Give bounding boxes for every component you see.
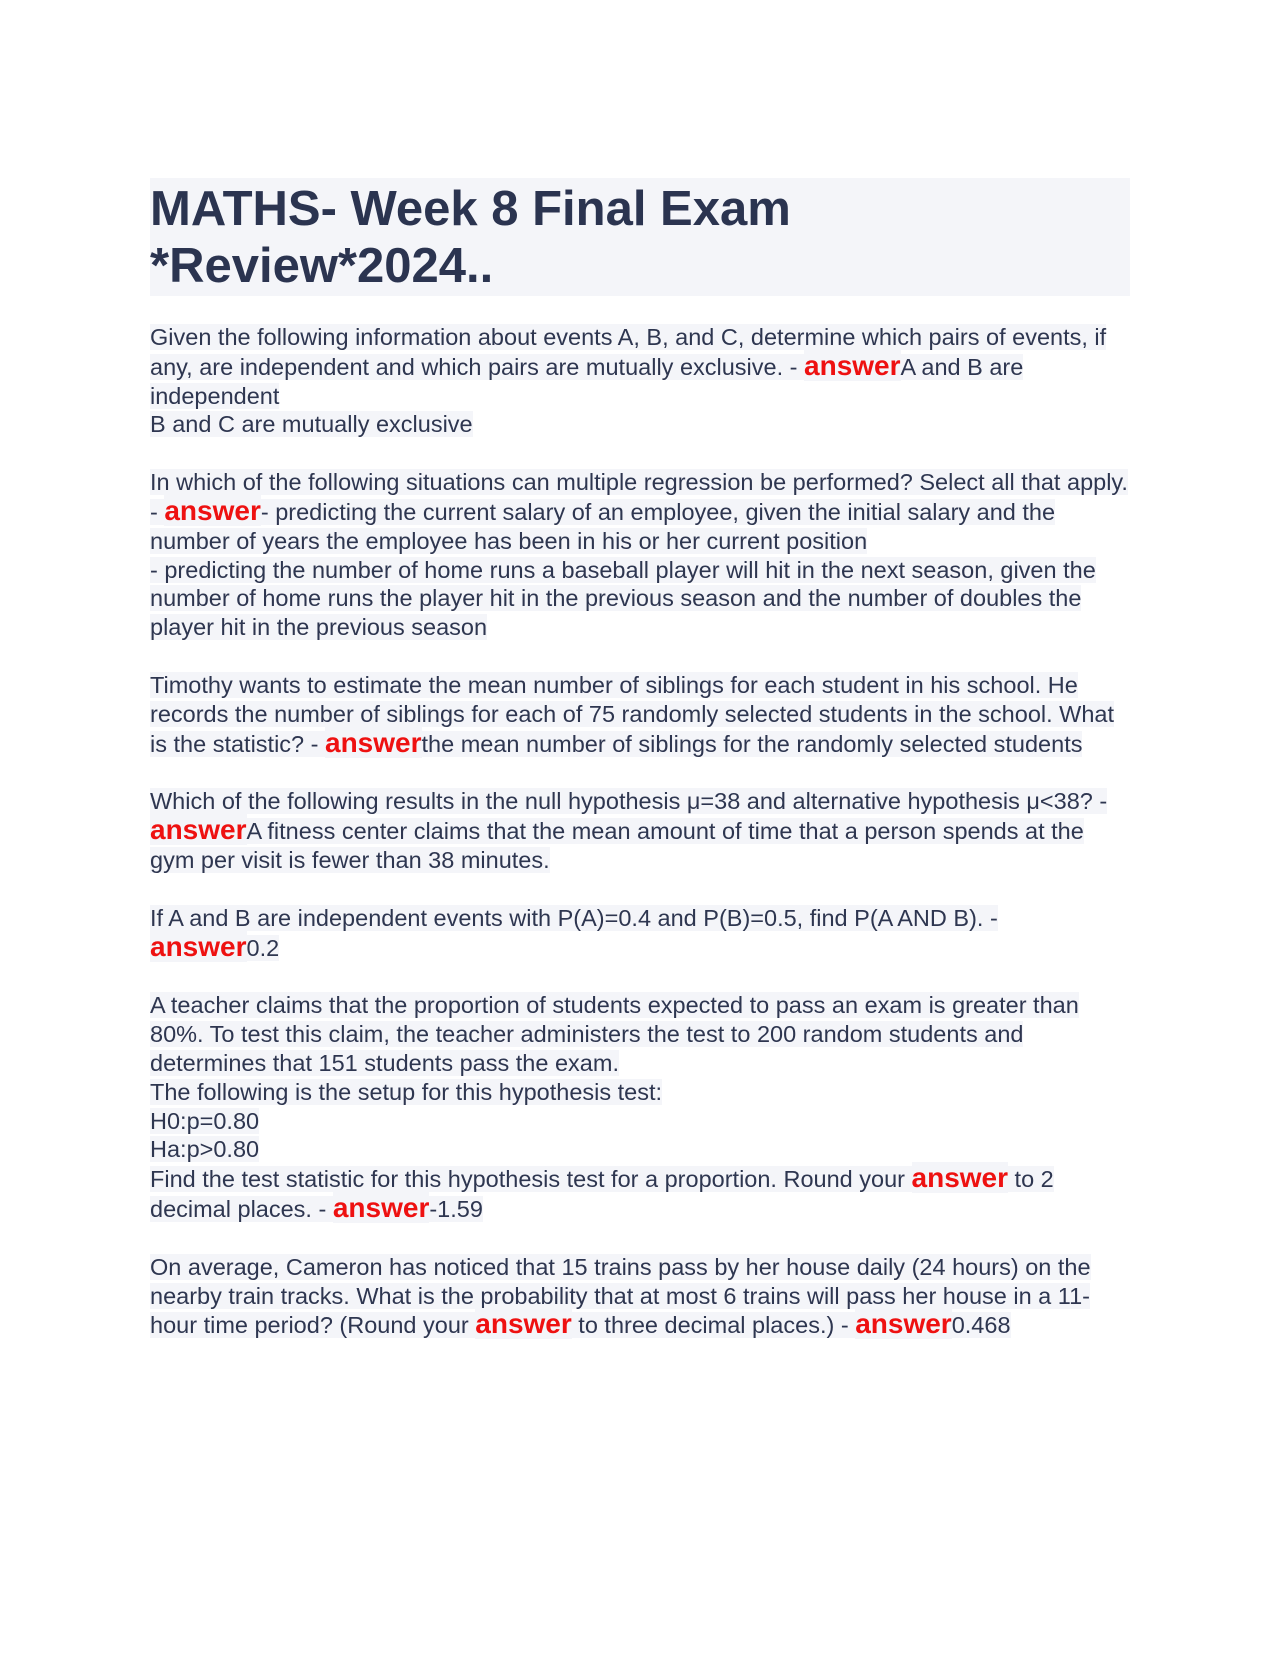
answer-text: - predicting the current salary of an employee, given the initial salary and the number of years the employee has been in his or her current position	[150, 498, 1056, 554]
answer-word-inline: answer	[911, 1162, 1009, 1194]
question-text: Which of the following results in the null hypothesis μ=38 and alternative hypothesis μ<38? -	[150, 788, 1108, 815]
answer-text: 0.468	[951, 1312, 1011, 1339]
answer-text: A and B are independent	[150, 353, 1024, 409]
qa-item-7	[150, 1253, 1130, 1340]
question-text: On average, Cameron has noticed that 15 trains pass by her house daily (24 hours) on the nearby train tracks. What is the probability that at most 6 trains will pass her house in a 11-hour time period? (Round your	[150, 1253, 1091, 1339]
question-text: The following is the setup for this hypothesis test:	[150, 1078, 663, 1105]
qa-item-4	[150, 787, 1130, 874]
answer-label: answer	[164, 494, 261, 526]
title-line-1: MATHS- Week 8 Final Exam	[150, 182, 791, 236]
qa-item-6	[150, 991, 1130, 1223]
answer-text: 0.2	[246, 934, 280, 961]
question-text: In which of the following situations can multiple regression be performed? Select all that apply. -	[150, 469, 1128, 525]
question-text: Given the following information about events A, B, and C, determine which pairs of events, if any, are independent and which pairs are mutually exclusive. -	[150, 324, 1107, 380]
answer-word-inline: answer	[475, 1308, 572, 1340]
answer-label: answer	[855, 1308, 952, 1340]
answer-label: answer	[325, 726, 422, 758]
question-text: to three decimal places.) -	[571, 1312, 856, 1339]
question-text: to 2 decimal places. -	[150, 1166, 1054, 1222]
answer-label: answer	[332, 1191, 430, 1223]
qa-item-3	[150, 671, 1130, 758]
title-line-2: *Review*2024..	[150, 239, 494, 293]
answer-text: -1.59	[429, 1195, 483, 1222]
question-text: If A and B are independent events with P(A)=0.4 and P(B)=0.5, find P(A AND B). -	[150, 904, 998, 931]
alternative-hypothesis: Ha:p>0.80	[150, 1136, 260, 1163]
answer-text: - predicting the number of home runs a baseball player will hit in the next season, given the number of home runs the player hit in the previous season and the number of doubles the player hit in the previous season	[150, 556, 1096, 641]
qa-item-2	[150, 468, 1130, 642]
answer-text: the mean number of siblings for the randomly selected students	[421, 730, 1083, 757]
answer-label: answer	[804, 349, 901, 381]
null-hypothesis: H0:p=0.80	[150, 1107, 260, 1134]
question-text: A teacher claims that the proportion of students expected to pass an exam is greater than 80%. To test this claim, the teacher administers the test to 200 random students and determines that 151 students pass the exam.	[150, 992, 1079, 1076]
question-text: Find the test statistic for this hypothesis test for a proportion. Round your	[150, 1166, 912, 1193]
document-page	[150, 178, 1130, 1369]
document-title	[150, 178, 1130, 296]
answer-label: answer	[150, 814, 247, 846]
answer-text: B and C are mutually exclusive	[150, 411, 473, 438]
qa-item-1	[150, 323, 1130, 439]
answer-text: A fitness center claims that the mean amount of time that a person spends at the gym per visit is fewer than 38 minutes.	[150, 818, 1084, 873]
answer-label: answer	[150, 930, 247, 962]
qa-item-5	[150, 904, 1130, 963]
question-text: Timothy wants to estimate the mean number of siblings for each student in his school. He records the number of siblings for each of 75 randomly selected students in the school. What is the statistic? -	[150, 671, 1115, 757]
